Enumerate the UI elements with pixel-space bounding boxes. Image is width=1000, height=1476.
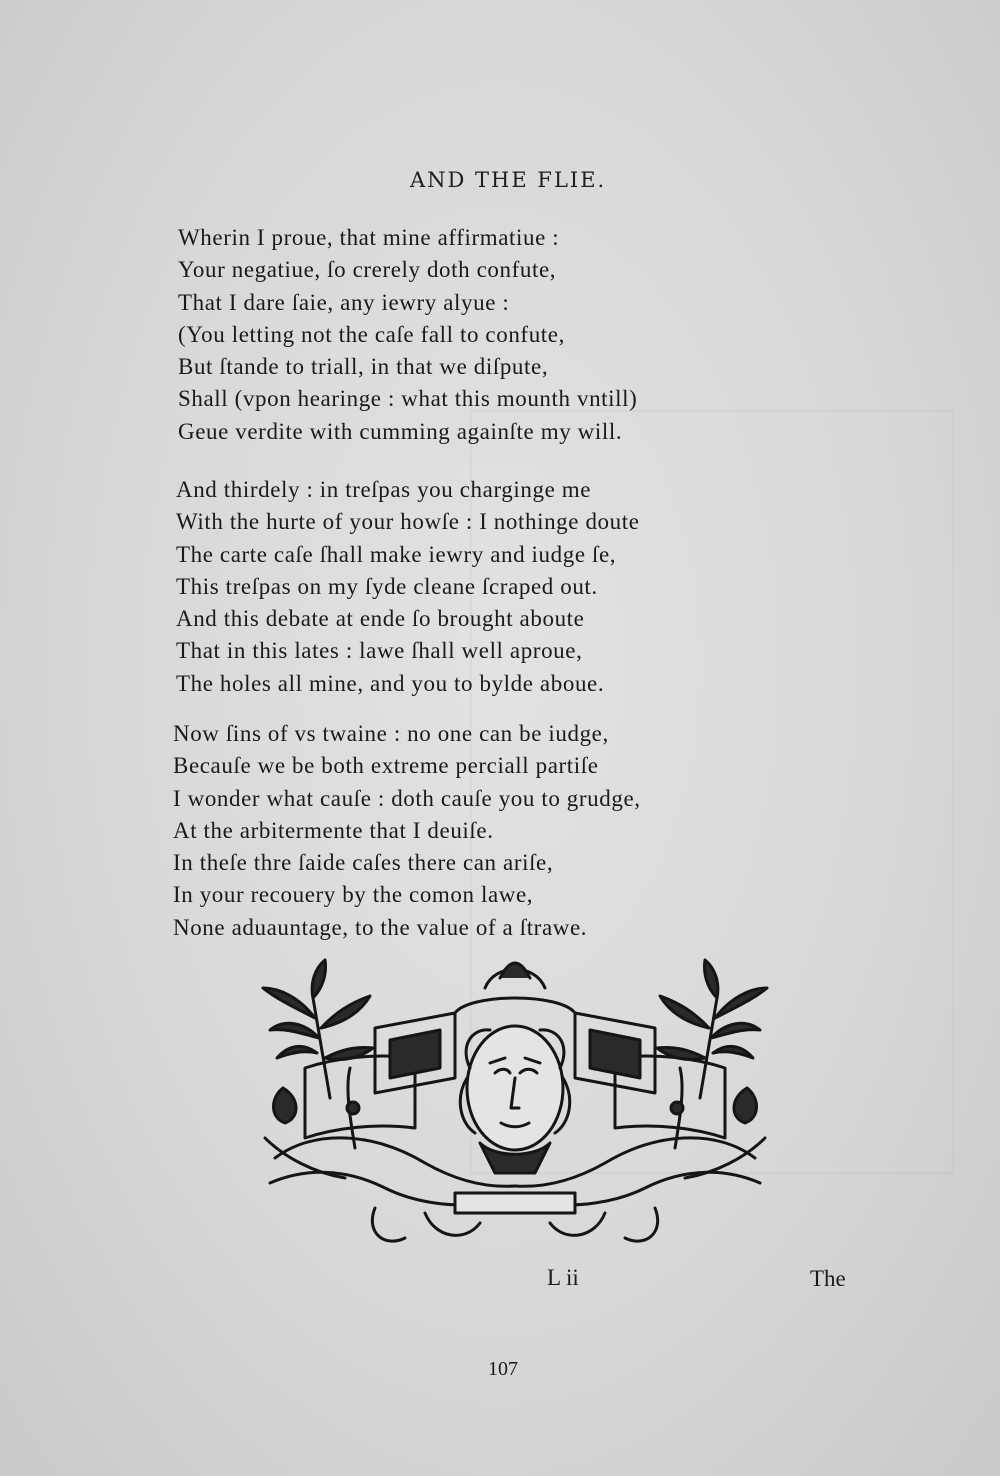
verse-line: Becauſe we be both extreme perciall partiſe [173, 753, 599, 779]
verse-line: Wherin I proue, that mine affirmatiue : [178, 225, 560, 250]
stanza-1 [178, 222, 637, 448]
verse-line: That I dare ſaie, any iewry alyue : [178, 289, 510, 315]
verse-line: None aduauntage, to the value of a ſtrawe. [173, 914, 588, 940]
verse-line: In theſe thre ſaide caſes there can ariſe, [173, 850, 554, 876]
verse-line: And thirdely : in treſpas you charginge me [176, 477, 592, 502]
verse-line: But ſtande to triall, in that we diſpute, [178, 354, 549, 380]
signature-mark: L ii [547, 1265, 579, 1290]
verse-line: (You letting not the caſe fall to confute, [178, 321, 565, 347]
verse-line: Geue verdite with cumming againſte my will. [178, 418, 623, 444]
woodcut-ornament [255, 958, 775, 1250]
running-title: AND THE FLIE. [410, 168, 607, 192]
stanza-2 [176, 474, 640, 700]
verse-line: The holes all mine, and you to bylde aboue. [176, 670, 605, 696]
verse-line: I wonder what cauſe : doth cauſe you to grudge, [173, 785, 641, 811]
verse-line: At the arbitermente that I deuiſe. [173, 817, 494, 843]
catchword: The [810, 1266, 846, 1291]
verse-line: That in this lates : lawe ſhall well aproue, [176, 638, 583, 664]
verse-line: The carte caſe ſhall make iewry and iudge ſe, [176, 541, 617, 567]
verse-line: Your negatiue, ſo crerely doth confute, [178, 257, 557, 283]
verse-line: In your recouery by the comon lawe, [173, 882, 534, 908]
verse-line: Shall (vpon hearinge : what this mounth vntill) [178, 386, 638, 412]
verse-line: With the hurte of your howſe : I nothinge doute [176, 509, 640, 535]
verse-line: And this debate at ende ſo brought aboute [176, 606, 585, 632]
verse-line: Now ſins of vs twaine : no one can be iudge, [173, 721, 609, 746]
page-number: 107 [488, 1358, 518, 1380]
verse-line: This treſpas on my ſyde cleane ſcraped out. [176, 573, 598, 599]
stanza-3 [173, 718, 641, 944]
